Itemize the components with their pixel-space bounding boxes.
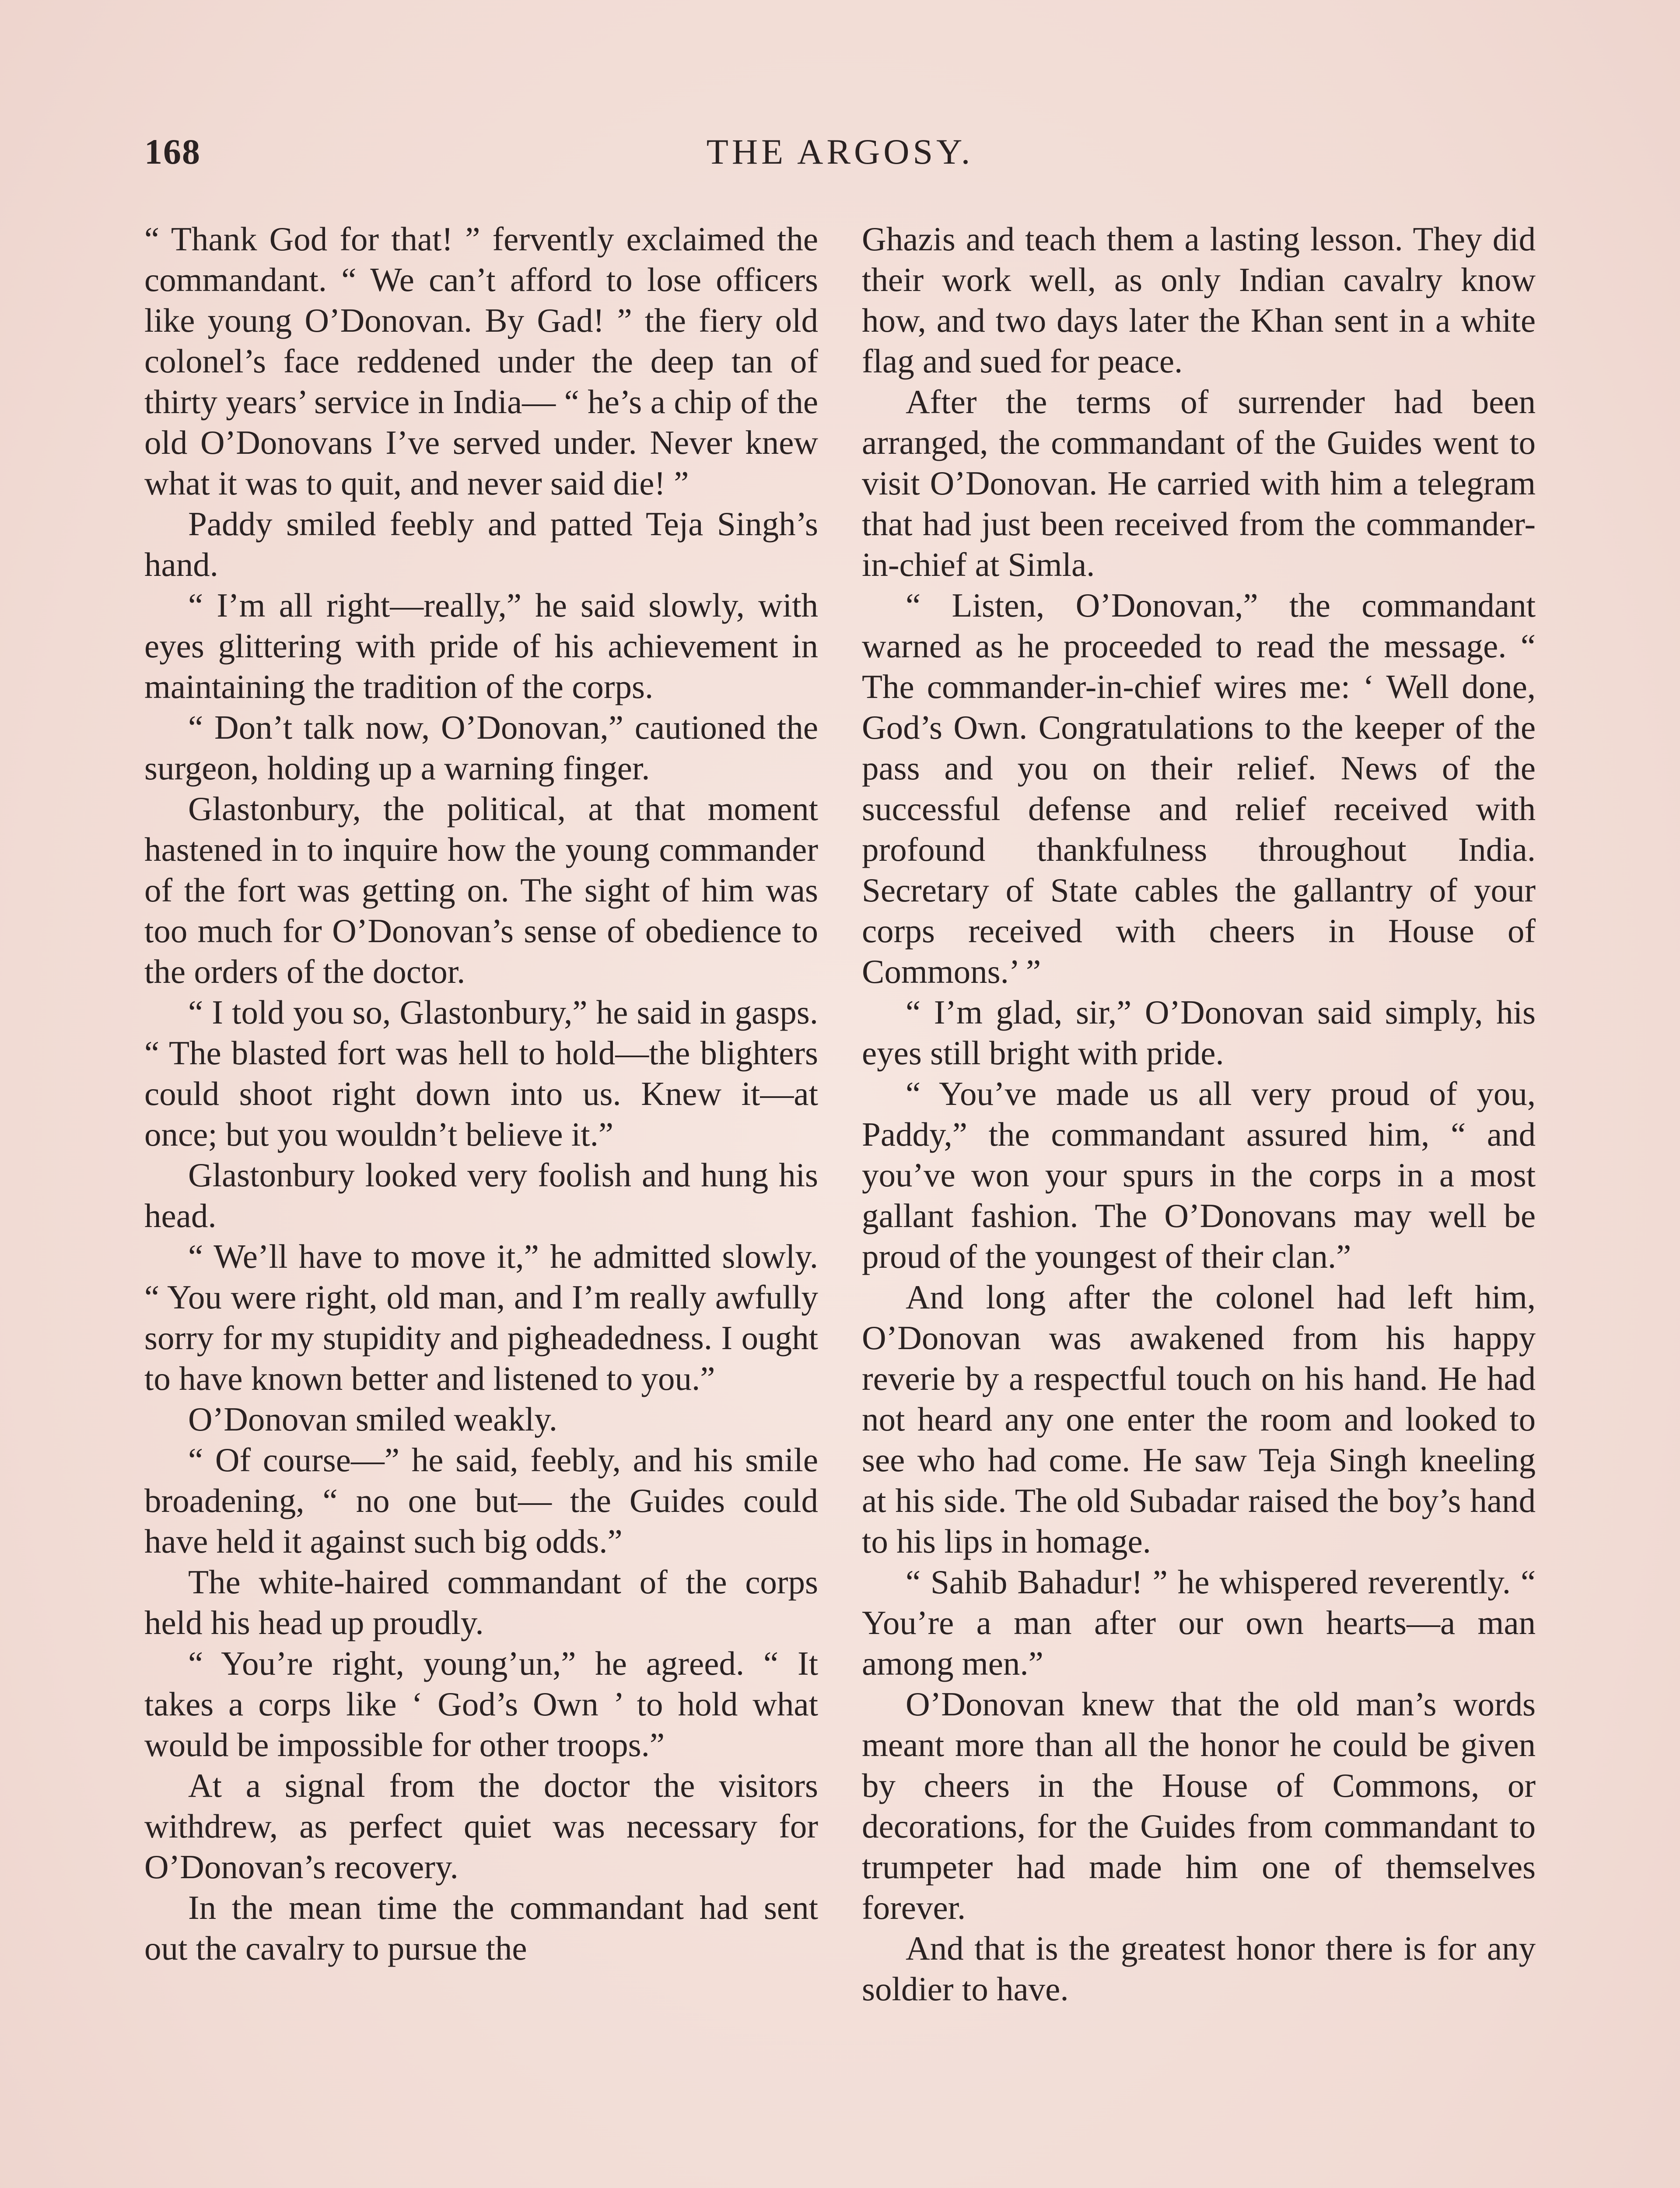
paragraph: “ You’ve made us all very proud of you, Paddy,” the commandant assured him, “ and you’ve won your spurs in the corps in a most gallant fashion. The O’Donovans may well be proud of the youngest of their clan.”	[862, 1075, 1536, 1275]
paragraph: O’Donovan smiled weakly.	[188, 1400, 557, 1438]
paragraph: In the mean time the commandant had sent out the cavalry to pursue the	[144, 1889, 818, 1967]
right-column	[862, 219, 1536, 2188]
running-title: THE ARGOSY.	[706, 132, 974, 172]
paragraph: At a signal from the doctor the visitors withdrew, as perfect quiet was necessary for O’Donovan’s recovery.	[144, 1767, 818, 1886]
paragraph: Glastonbury looked very foolish and hung his head.	[144, 1156, 818, 1234]
paragraph: “ Sahib Bahadur! ” he whispered reverently. “ You’re a man after our own hearts—a man among men.”	[862, 1563, 1536, 1682]
left-column	[144, 219, 818, 2188]
paragraph: After the terms of surrender had been arranged, the commandant of the Guides went to visit O’Donovan. He carried with him a telegram that had just been received from the commander-in-chief at Simla.	[862, 383, 1536, 583]
paragraph: Glastonbury, the political, at that moment hastened in to inquire how the young commander of the fort was getting on. The sight of him was too much for O’Donovan’s sense of obedience to the orders of the doctor.	[144, 790, 818, 990]
page-header	[144, 131, 1536, 184]
paragraph: “ Don’t talk now, O’Donovan,” cautioned the surgeon, holding up a warning finger.	[144, 708, 818, 787]
paragraph: “ We’ll have to move it,” he admitted slowly. “ You were right, old man, and I’m really awfully sorry for my stupidity and pigheadedness. I ought to have known better and listened to you.”	[144, 1238, 818, 1397]
paragraph: “ I’m all right—really,” he said slowly, with eyes glittering with pride of his achievement in maintaining the tradition of the corps.	[144, 586, 818, 705]
paragraph: Paddy smiled feebly and patted Teja Singh’s hand.	[144, 505, 818, 583]
paragraph: “ I told you so, Glastonbury,” he said in gasps. “ The blasted fort was hell to hold—the blighters could shoot right down into us. Knew it—at once; but you wouldn’t believe it.”	[144, 993, 818, 1153]
paragraph: “ You’re right, young’un,” he agreed. “ It takes a corps like ‘ God’s Own ’ to hold what would be impossible for other troops.”	[144, 1645, 818, 1764]
paragraph: “ Thank God for that! ” fervently exclaimed the commandant. “ We can’t afford to lose officers like young O’Donovan. By Gad! ” the fiery old colonel’s face reddened under the deep tan of thirty years’ service in India— “ he’s a chip of the old O’Donovans I’ve served under. Never knew what it was to quit, and never said die! ”	[144, 220, 818, 502]
paragraph: And that is the greatest honor there is for any soldier to have.	[862, 1929, 1536, 2008]
page-number: 168	[144, 132, 201, 172]
paragraph: “ Listen, O’Donovan,” the commandant warned as he proceeded to read the message. “ The commander-in-chief wires me: ‘ Well done, God’s Own. Congratulations to the keeper of the pass and you on their relief. News of the successful defense and relief received with profound thankfulness throughout India. Secretary of State cables the gallantry of your corps received with cheers in House of Commons.’ ”	[862, 586, 1536, 990]
paragraph: And long after the colonel had left him, O’Donovan was awakened from his happy reverie by a respectful touch on his hand. He had not heard any one enter the room and looked to see who had come. He saw Teja Singh kneeling at his side. The old Subadar raised the boy’s hand to his lips in homage.	[862, 1278, 1536, 1560]
paragraph: “ Of course—” he said, feebly, and his smile broadening, “ no one but— the Guides could have held it against such big odds.”	[144, 1441, 818, 1560]
paragraph: O’Donovan knew that the old man’s words meant more than all the honor he could be given by cheers in the House of Commons, or decorations, for the Guides from commandant to trumpeter had made him one of themselves forever.	[862, 1685, 1536, 1926]
paragraph: Ghazis and teach them a lasting lesson. They did their work well, as only Indian cavalry know how, and two days later the Khan sent in a white flag and sued for peace.	[862, 220, 1536, 380]
paragraph: “ I’m glad, sir,” O’Donovan said simply, his eyes still bright with pride.	[862, 993, 1536, 1072]
paragraph: The white-haired commandant of the corps held his head up proudly.	[144, 1563, 818, 1641]
